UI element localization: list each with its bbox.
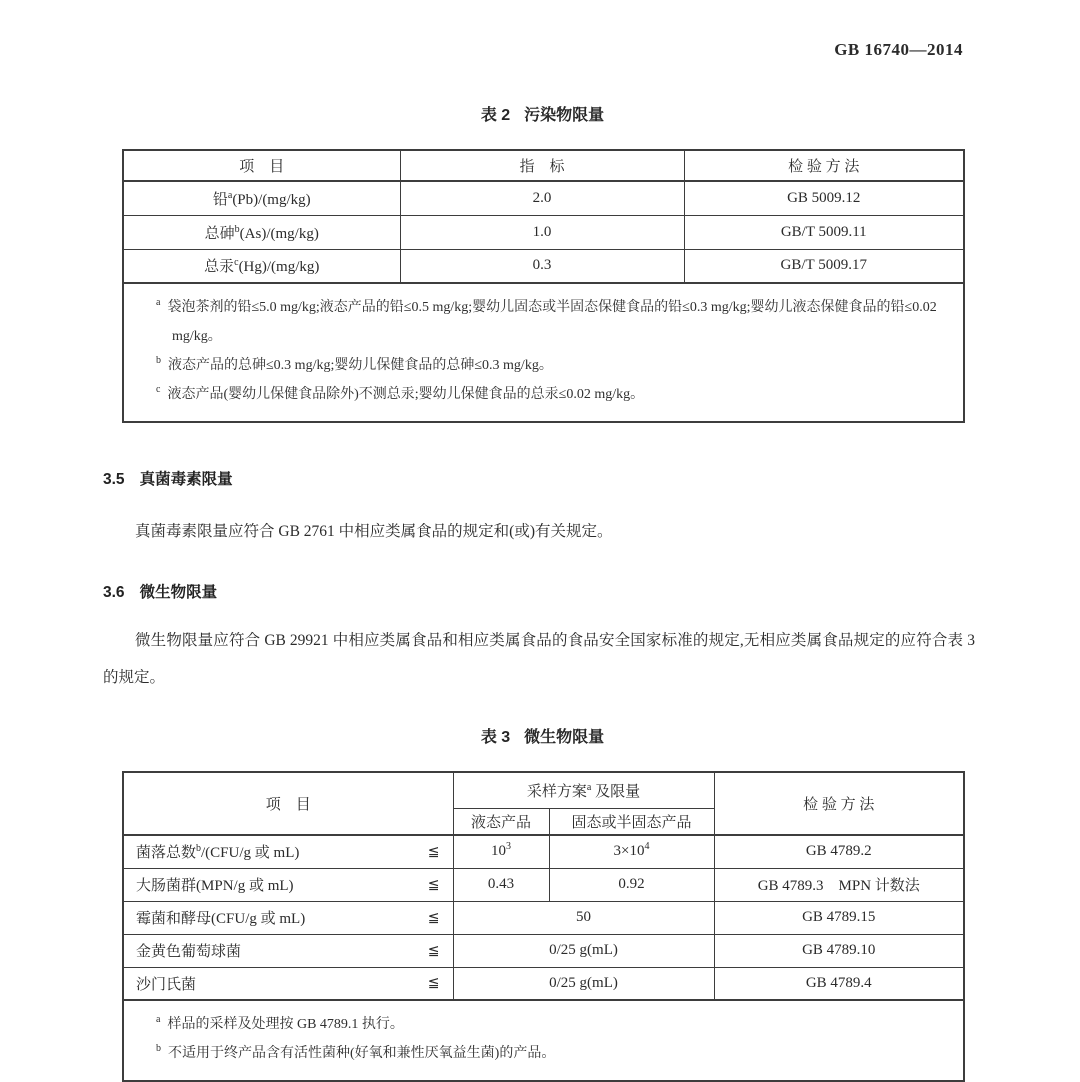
table2-caption (122, 102, 963, 125)
table3-method: GB 4789.3 MPN 计数法 (714, 868, 964, 901)
item-unit: (Pb)/(mg/kg) (232, 191, 311, 208)
table3-method: GB 4789.4 (714, 967, 964, 1000)
table3-header-item: 项 目 (123, 772, 453, 835)
standard-code: GB 16740—2014 (834, 40, 963, 59)
leq-symbol: ≦ (427, 876, 440, 893)
section-title: 微生物限量 (139, 584, 218, 601)
table3-liquid-value (453, 835, 549, 868)
footnote-ref: b (196, 843, 202, 855)
table3-header-row-1 (123, 772, 964, 808)
table3-caption (122, 724, 963, 747)
table3-footnotes (123, 1000, 964, 1081)
table3-item-mold-yeast (123, 901, 453, 934)
footnote (140, 351, 945, 380)
table2-item-mercury (123, 249, 400, 283)
item-unit: (CFU/g 或 mL) (211, 911, 306, 927)
value-exponent: 4 (644, 841, 650, 853)
footnote (140, 293, 945, 351)
table-row (123, 868, 964, 901)
table2-value: 2.0 (400, 181, 684, 215)
footnote-text: 液态产品的总砷≤0.3 mg/kg;婴幼儿保健食品的总砷≤0.3 mg/kg。 (168, 358, 553, 373)
table3-header-liquid: 液态产品 (453, 808, 549, 835)
table2-method: GB/T 5009.11 (684, 215, 964, 249)
table-row (123, 181, 964, 215)
table2-caption-title: 污染物限量 (524, 107, 605, 124)
item-text: 总汞 (204, 259, 235, 276)
footnote (140, 1010, 945, 1039)
table-row (123, 934, 964, 967)
value-base: 3×10 (613, 843, 645, 860)
table-row (123, 835, 964, 868)
table2-item-arsenic (123, 215, 400, 249)
table3-method: GB 4789.15 (714, 901, 964, 934)
table3-solid-value (549, 835, 714, 868)
table2-header-method: 检 验 方 法 (684, 150, 964, 181)
footnote-marker: b (156, 355, 161, 367)
footnote (140, 1039, 945, 1068)
leq-symbol: ≦ (427, 975, 440, 992)
section-body-3-6: 微生物限量应符合 GB 29921 中相应类属食品和相应类属食品的食品安全国家标准的规定,无相应类属食品规定的应符合表 3 的规定。 (103, 632, 975, 686)
section-number: 3.5 (103, 471, 125, 488)
table3-footnote-row (123, 1000, 964, 1081)
table3-item-staph-aureus (123, 934, 453, 967)
table-row (123, 249, 964, 283)
item-label (136, 973, 196, 994)
item-unit: /(CFU/g 或 mL) (201, 845, 300, 862)
table-row (123, 967, 964, 1000)
table2-header-item: 项 目 (123, 150, 400, 181)
footnote-ref: c (234, 257, 239, 269)
table3-header-sampling (453, 772, 714, 808)
section-heading-3-5 (103, 467, 1080, 489)
table2-value: 1.0 (400, 215, 684, 249)
item-text: 霉菌和酵母 (136, 911, 212, 927)
footnote-marker: b (156, 1043, 161, 1055)
item-unit: (As)/(mg/kg) (239, 225, 319, 242)
table3-liquid-value: 0.43 (453, 868, 549, 901)
item-unit: (Hg)/(mg/kg) (238, 259, 320, 276)
section-heading-3-6 (103, 580, 1080, 602)
table2-footnote-row (123, 283, 964, 422)
section-number: 3.6 (103, 584, 125, 601)
table3-method: GB 4789.2 (714, 835, 964, 868)
item-text: 沙门氏菌 (136, 976, 197, 993)
item-text: 铅 (212, 191, 228, 208)
footnote-marker: a (156, 297, 161, 309)
leq-symbol: ≦ (427, 843, 440, 860)
item-label (136, 907, 305, 928)
footnote-text: 液态产品(婴幼儿保健食品除外)不测总汞;婴幼儿保健食品的总汞≤0.02 mg/kg。 (167, 387, 645, 402)
table3-merged-value: 50 (453, 901, 714, 934)
item-unit: (MPN/g 或 mL) (196, 878, 294, 894)
table3-microbiological-limits (122, 771, 965, 1082)
table2-caption-label: 表 2 (480, 107, 511, 124)
section-body-3-5: 真菌毒素限量应符合 GB 2761 中相应类属食品的规定和(或)有关规定。 (135, 523, 613, 540)
item-text: 金黄色葡萄球菌 (136, 944, 242, 960)
table3-solid-value: 0.92 (549, 868, 714, 901)
item-label (136, 874, 294, 895)
table3-header-solid: 固态或半固态产品 (549, 808, 714, 835)
leq-symbol: ≦ (427, 909, 440, 926)
table3-item-salmonella (123, 967, 453, 1000)
footnote-text: 袋泡茶剂的铅≤5.0 mg/kg;液态产品的铅≤0.5 mg/kg;婴幼儿固态或半固态保健食品的铅≤0.3 mg/kg;婴幼儿液态保健食品的铅≤0.02 mg/kg。 (167, 300, 937, 344)
table3-caption-label: 表 3 (480, 729, 511, 746)
table2-value: 0.3 (400, 249, 684, 283)
sampling-text-post: 及限量 (591, 783, 641, 800)
footnote-ref: a (586, 781, 592, 793)
footnote-marker: c (156, 384, 161, 396)
table3-item-colony-count (123, 835, 453, 868)
section-title: 真菌毒素限量 (139, 471, 233, 488)
table2-method: GB 5009.12 (684, 181, 964, 215)
sampling-text: 采样方案 (526, 783, 587, 800)
table2-item-lead (123, 181, 400, 215)
footnote (140, 380, 945, 409)
value-exponent: 3 (506, 841, 511, 853)
footnote-text: 样品的采样及处理按 GB 4789.1 执行。 (167, 1017, 404, 1032)
footnote-text: 不适用于终产品含有活性菌种(好氧和兼性厌氧益生菌)的产品。 (168, 1046, 556, 1061)
item-text: 菌落总数 (136, 845, 197, 862)
item-label (136, 841, 299, 862)
table2-method: GB/T 5009.17 (684, 249, 964, 283)
table3-item-coliform (123, 868, 453, 901)
table3-caption-title: 微生物限量 (524, 729, 605, 746)
table3-merged-value: 0/25 g(mL) (453, 934, 714, 967)
table3-method: GB 4789.10 (714, 934, 964, 967)
item-text: 总砷 (204, 225, 235, 242)
footnote-ref: a (227, 189, 233, 201)
table3-merged-value: 0/25 g(mL) (453, 967, 714, 1000)
table2-footnotes (123, 283, 964, 422)
item-label (136, 940, 241, 961)
table-row (123, 901, 964, 934)
footnote-marker: a (156, 1014, 161, 1026)
table2-contaminant-limits (122, 149, 965, 423)
leq-symbol: ≦ (427, 942, 440, 959)
item-text: 大肠菌群 (136, 878, 197, 894)
table2-header-row (123, 150, 964, 181)
table3-header-method: 检 验 方 法 (714, 772, 964, 835)
footnote-ref: b (234, 223, 240, 235)
table2-header-index: 指 标 (400, 150, 684, 181)
table-row (123, 215, 964, 249)
value-base: 10 (491, 843, 506, 860)
